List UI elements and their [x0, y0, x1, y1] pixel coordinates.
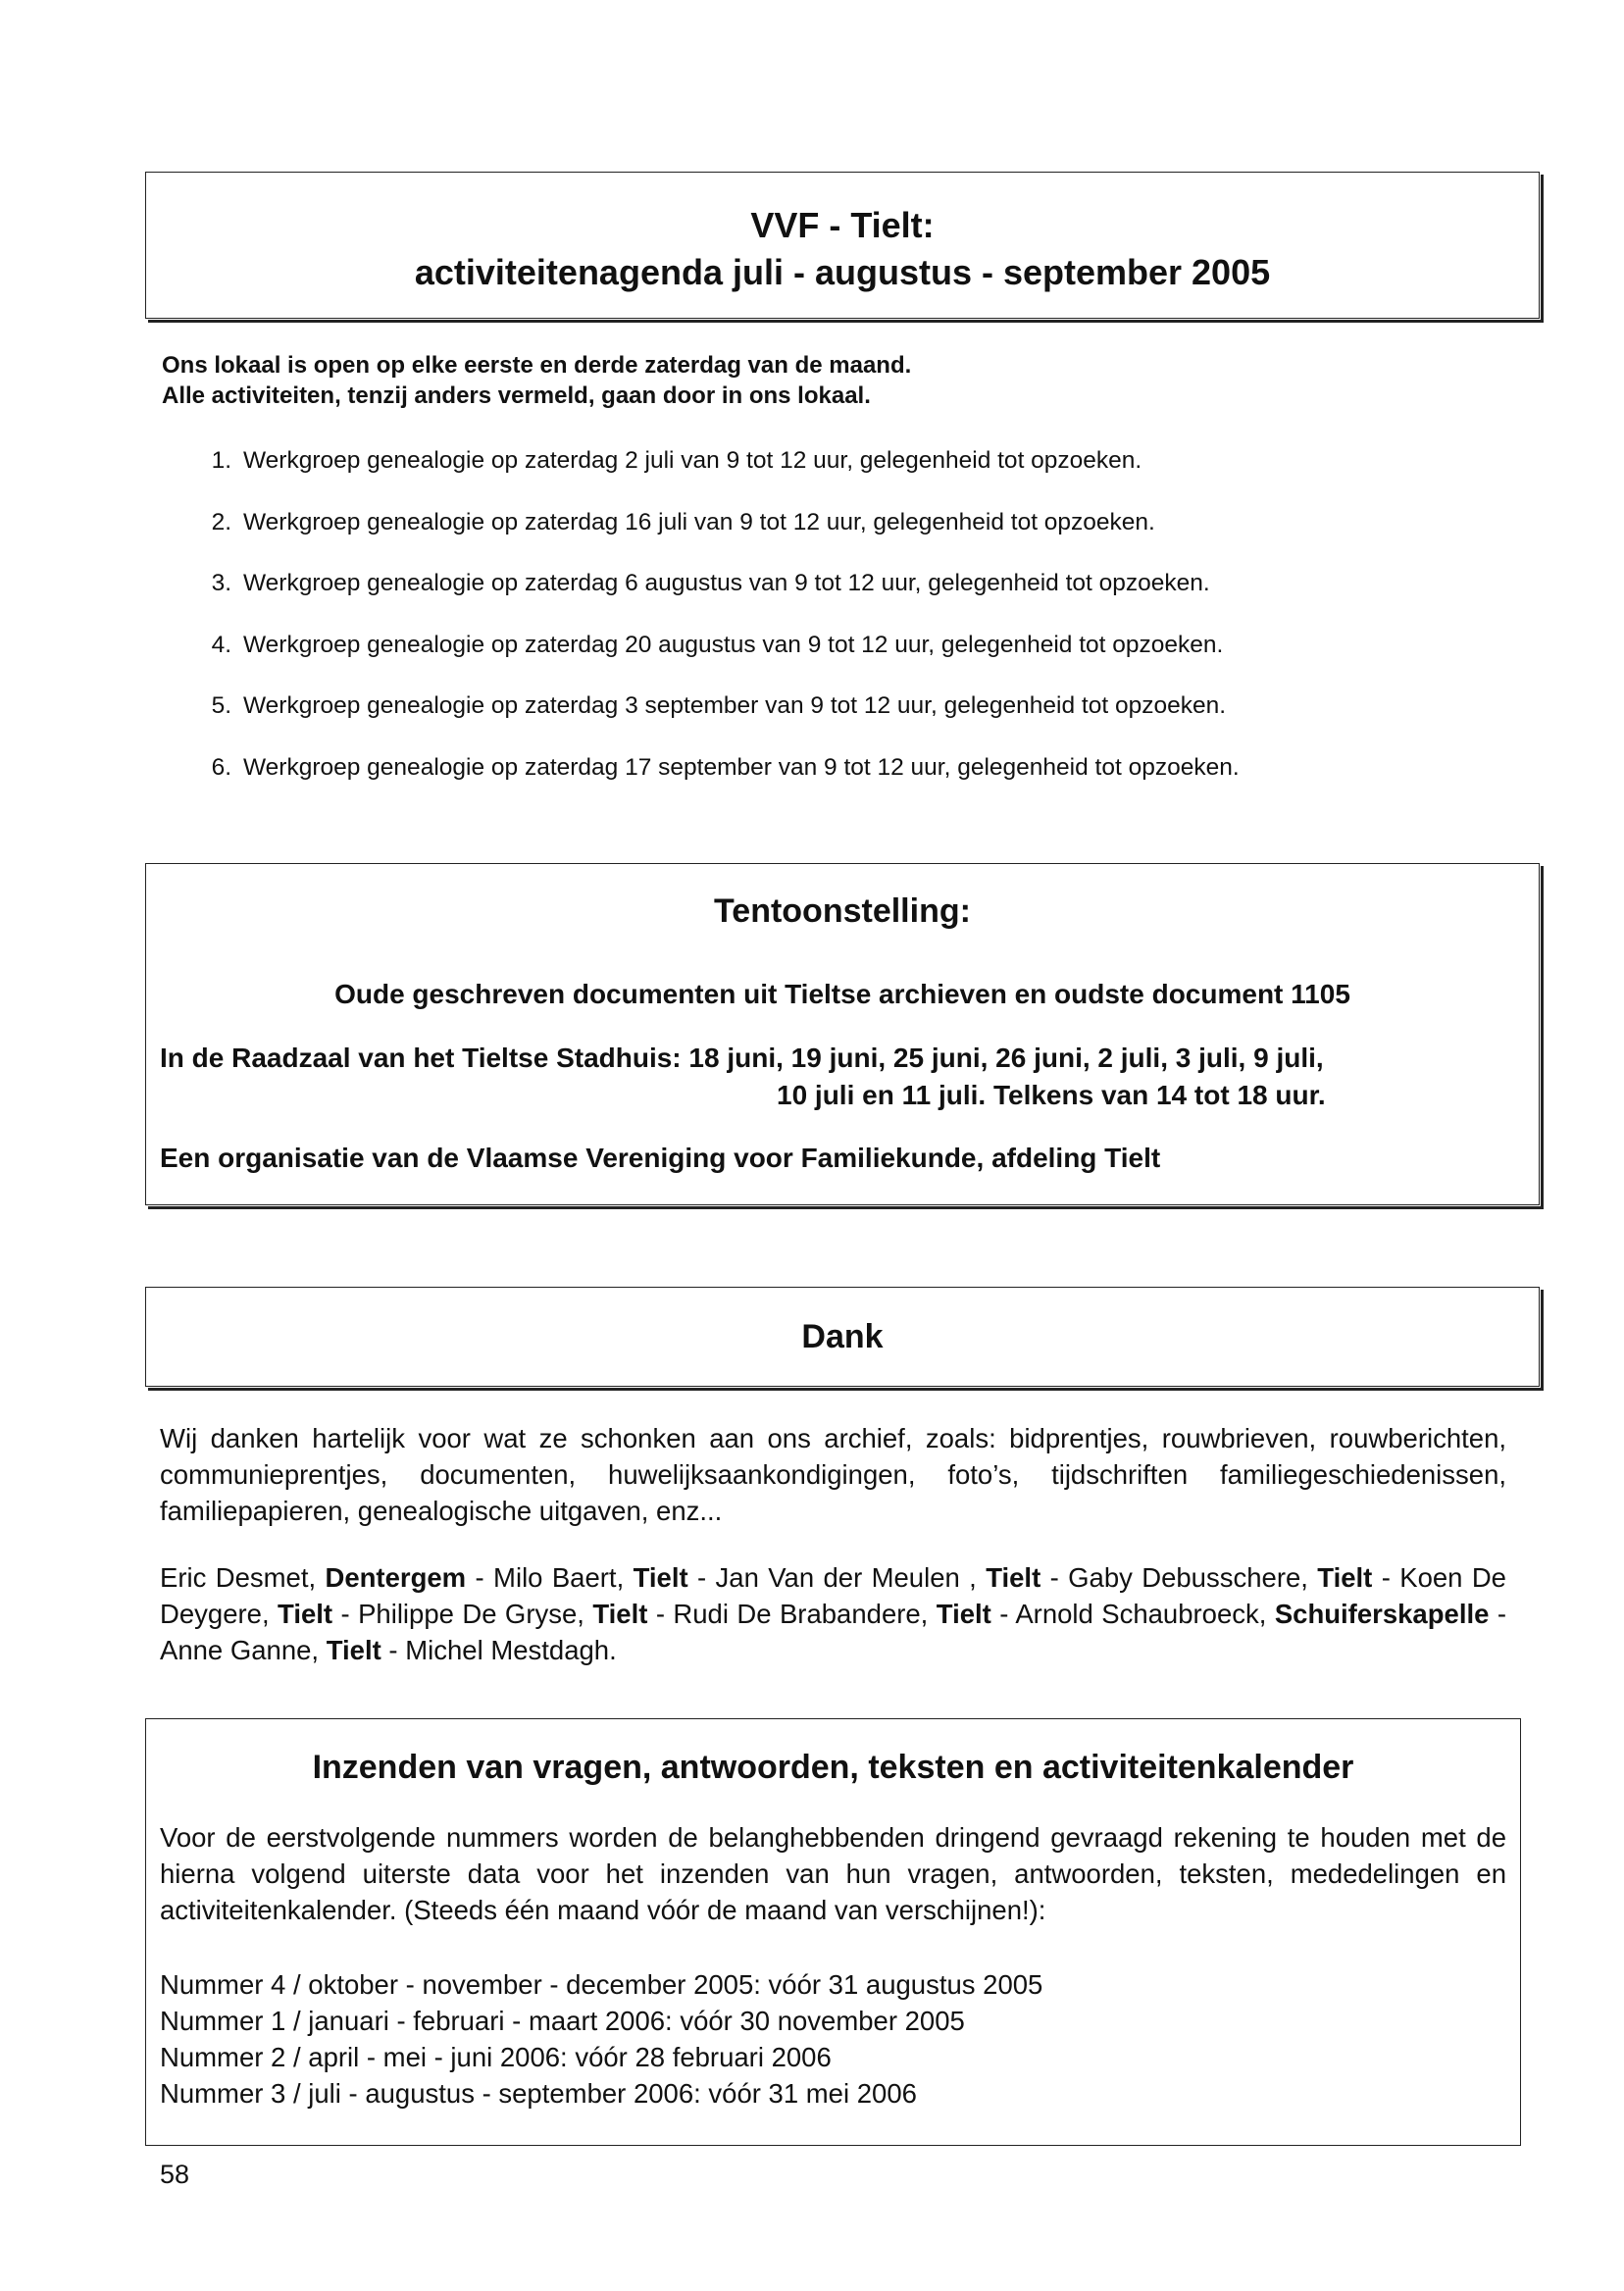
donor-place: Tielt: [326, 1635, 381, 1665]
donor-separator: -: [466, 1562, 494, 1593]
intro-line-2: Alle activiteiten, tenzij anders vermeld, gaan door in ons lokaal.: [162, 382, 871, 409]
exhibition-subtitle: Oude geschreven documenten uit Tieltse archieven en oudste document 1105: [334, 979, 1350, 1009]
agenda-number: 6.: [211, 753, 231, 781]
deadline-list: [160, 1966, 1506, 2112]
donor-separator: -: [687, 1562, 716, 1593]
header-line2: activiteitenagenda juli - augustus - september 2005: [414, 252, 1271, 292]
donor-name: Jan Van der Meulen ,: [715, 1562, 987, 1593]
donor-name: Koen De Deygere,: [160, 1562, 1506, 1629]
donor-name: Eric Desmet,: [160, 1562, 326, 1593]
agenda-text: Werkgroep genealogie op zaterdag 3 september van 9 tot 12 uur, gelegenheid tot opzoeken.: [243, 692, 1227, 719]
header-line1: VVF - Tielt:: [750, 205, 935, 245]
donor-separator: -: [1040, 1562, 1069, 1593]
agenda-number: 1.: [211, 447, 231, 474]
agenda-list: [192, 445, 1526, 813]
donor-place: Tielt: [986, 1562, 1041, 1593]
exhibition-venue-line1: In de Raadzaal van het Tieltse Stadhuis: 18 juni, 19 juni, 25 juni, 26 juni, 2 juli, 3 juli, 9 juli,: [160, 1043, 1324, 1073]
donor-name: Arnold Schaubroeck,: [1015, 1599, 1275, 1629]
dank-paragraph: Wij danken hartelijk voor wat ze schonken aan ons archief, zoals: bidprentjes, rouwbrieven, rouwberichten, communieprentjes, documenten, huwelijksaankondigingen, foto’s, tijdschriften familiegeschiedenissen, familiepapieren, genealogische uitgaven, enz...: [160, 1423, 1506, 1526]
intro: [162, 350, 1515, 411]
agenda-item: [192, 445, 1526, 507]
agenda-number: 3.: [211, 570, 231, 596]
donor-place: Tielt: [278, 1599, 333, 1629]
agenda-number: 5.: [211, 692, 231, 719]
donor-separator: -: [381, 1635, 406, 1665]
donor-place: Tielt: [936, 1599, 991, 1629]
page-number: 58: [160, 2160, 190, 2189]
exhibition-organizer: Een organisatie van de Vlaamse Vereniging voor Familiekunde, afdeling Tielt: [160, 1143, 1161, 1173]
dank-title: Dank: [801, 1318, 884, 1355]
intro-line-1: Ons lokaal is open op elke eerste en derde zaterdag van de maand.: [162, 352, 912, 379]
donor-list: [160, 1559, 1506, 1668]
agenda-item: [192, 507, 1526, 569]
deadline-item: Nummer 3 / juli - augustus - september 2006: vóór 31 mei 2006: [160, 2078, 917, 2109]
agenda-text: Werkgroep genealogie op zaterdag 6 augustus van 9 tot 12 uur, gelegenheid tot opzoeken.: [243, 570, 1210, 596]
header-title: [145, 202, 1540, 296]
deadline-item: Nummer 1 / januari - februari - maart 2006: vóór 30 november 2005: [160, 2006, 965, 2036]
donor-separator: -: [1372, 1562, 1400, 1593]
donor-name: Gaby Debusschere,: [1068, 1562, 1318, 1593]
donor-name: Milo Baert,: [493, 1562, 634, 1593]
donor-name: Rudi De Brabandere,: [673, 1599, 937, 1629]
deadline-item: Nummer 4 / oktober - november - december 2005: vóór 31 augustus 2005: [160, 1969, 1043, 2000]
exhibition-title: Tentoonstelling:: [714, 892, 971, 930]
deadline-item: Nummer 2 / april - mei - juni 2006: vóór 28 februari 2006: [160, 2042, 832, 2072]
exhibition-venue-line2: 10 juli en 11 juli. Telkens van 14 tot 18 uur.: [777, 1080, 1326, 1110]
donor-separator: -: [1489, 1599, 1506, 1629]
donor-place: Tielt: [633, 1562, 688, 1593]
donor-name: Philippe De Gryse,: [358, 1599, 593, 1629]
donor-place: Schuiferskapelle: [1274, 1599, 1490, 1629]
agenda-number: 2.: [211, 508, 231, 535]
donor-separator: -: [332, 1599, 359, 1629]
donor-separator: -: [647, 1599, 674, 1629]
agenda-text: Werkgroep genealogie op zaterdag 2 juli van 9 tot 12 uur, gelegenheid tot opzoeken.: [243, 447, 1142, 474]
submission-title: Inzenden van vragen, antwoorden, teksten en activiteitenkalender: [312, 1749, 1354, 1786]
donor-name: Michel Mestdagh.: [405, 1635, 617, 1665]
agenda-item: [192, 690, 1526, 752]
donor-name: Anne Ganne,: [160, 1635, 327, 1665]
agenda-item: [192, 630, 1526, 691]
submission-paragraph: Voor de eerstvolgende nummers worden de belanghebbenden dringend gevraagd rekening te houden met de hierna volgend uiterste data voor het inzenden van hun vragen, antwoorden, teksten, mededelingen en activiteitenkalender. (Steeds één maand vóór de maand van verschijnen!):: [160, 1822, 1506, 1925]
agenda-item: [192, 568, 1526, 630]
donor-place: Tielt: [592, 1599, 648, 1629]
donor-place: Dentergem: [325, 1562, 467, 1593]
donor-separator: -: [990, 1599, 1016, 1629]
agenda-text: Werkgroep genealogie op zaterdag 17 september van 9 tot 12 uur, gelegenheid tot opzoeken.: [243, 753, 1240, 781]
agenda-item: [192, 752, 1526, 814]
donor-place: Tielt: [1317, 1562, 1373, 1593]
agenda-number: 4.: [211, 631, 231, 658]
agenda-text: Werkgroep genealogie op zaterdag 20 augustus van 9 tot 12 uur, gelegenheid tot opzoeken.: [243, 631, 1224, 658]
agenda-text: Werkgroep genealogie op zaterdag 16 juli van 9 tot 12 uur, gelegenheid tot opzoeken.: [243, 508, 1155, 535]
